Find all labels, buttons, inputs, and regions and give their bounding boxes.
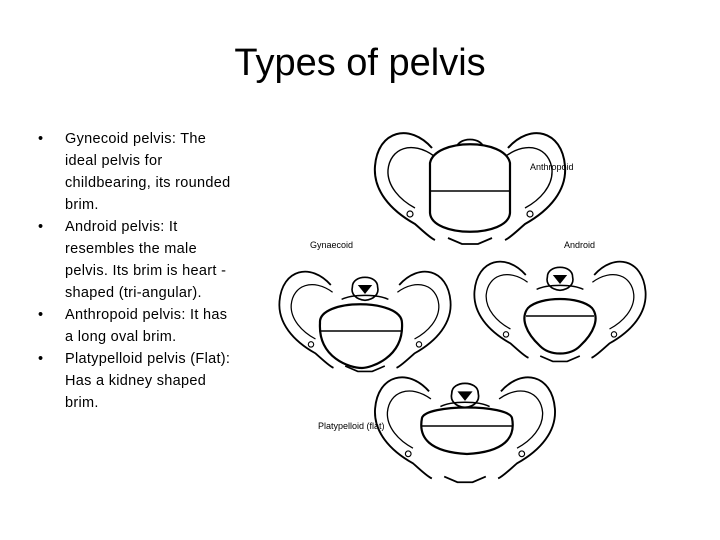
bullet-platypelloid: • Platypelloid pelvis (Flat): Has a kidney shaped brim. (38, 348, 238, 414)
bullet-anthropoid: • Anthropoid pelvis: It has a long oval brim. (38, 304, 238, 348)
label-android: Android (564, 240, 596, 250)
slide-title: Types of pelvis (234, 42, 486, 84)
pelvis-platypelloid (318, 377, 555, 482)
pelvis-anthropoid (375, 133, 574, 244)
bullet-list (38, 128, 238, 414)
pelvis-gynaecoid (279, 240, 450, 371)
bullet-android: • Android pelvis: It resembles the male pelvis. Its brim is heart - shaped (tri-angular). (38, 216, 238, 304)
label-anthropoid: Anthropoid (530, 162, 574, 172)
label-gynaecoid: Gynaecoid (310, 240, 354, 250)
pelvis-types-diagram (270, 118, 650, 488)
pelvis-android (474, 240, 645, 361)
bullet-gynecoid: • Gynecoid pelvis: The ideal pelvis for childbearing, its rounded brim. (38, 128, 238, 216)
label-platypelloid: Platypelloid (flat) (318, 421, 385, 431)
